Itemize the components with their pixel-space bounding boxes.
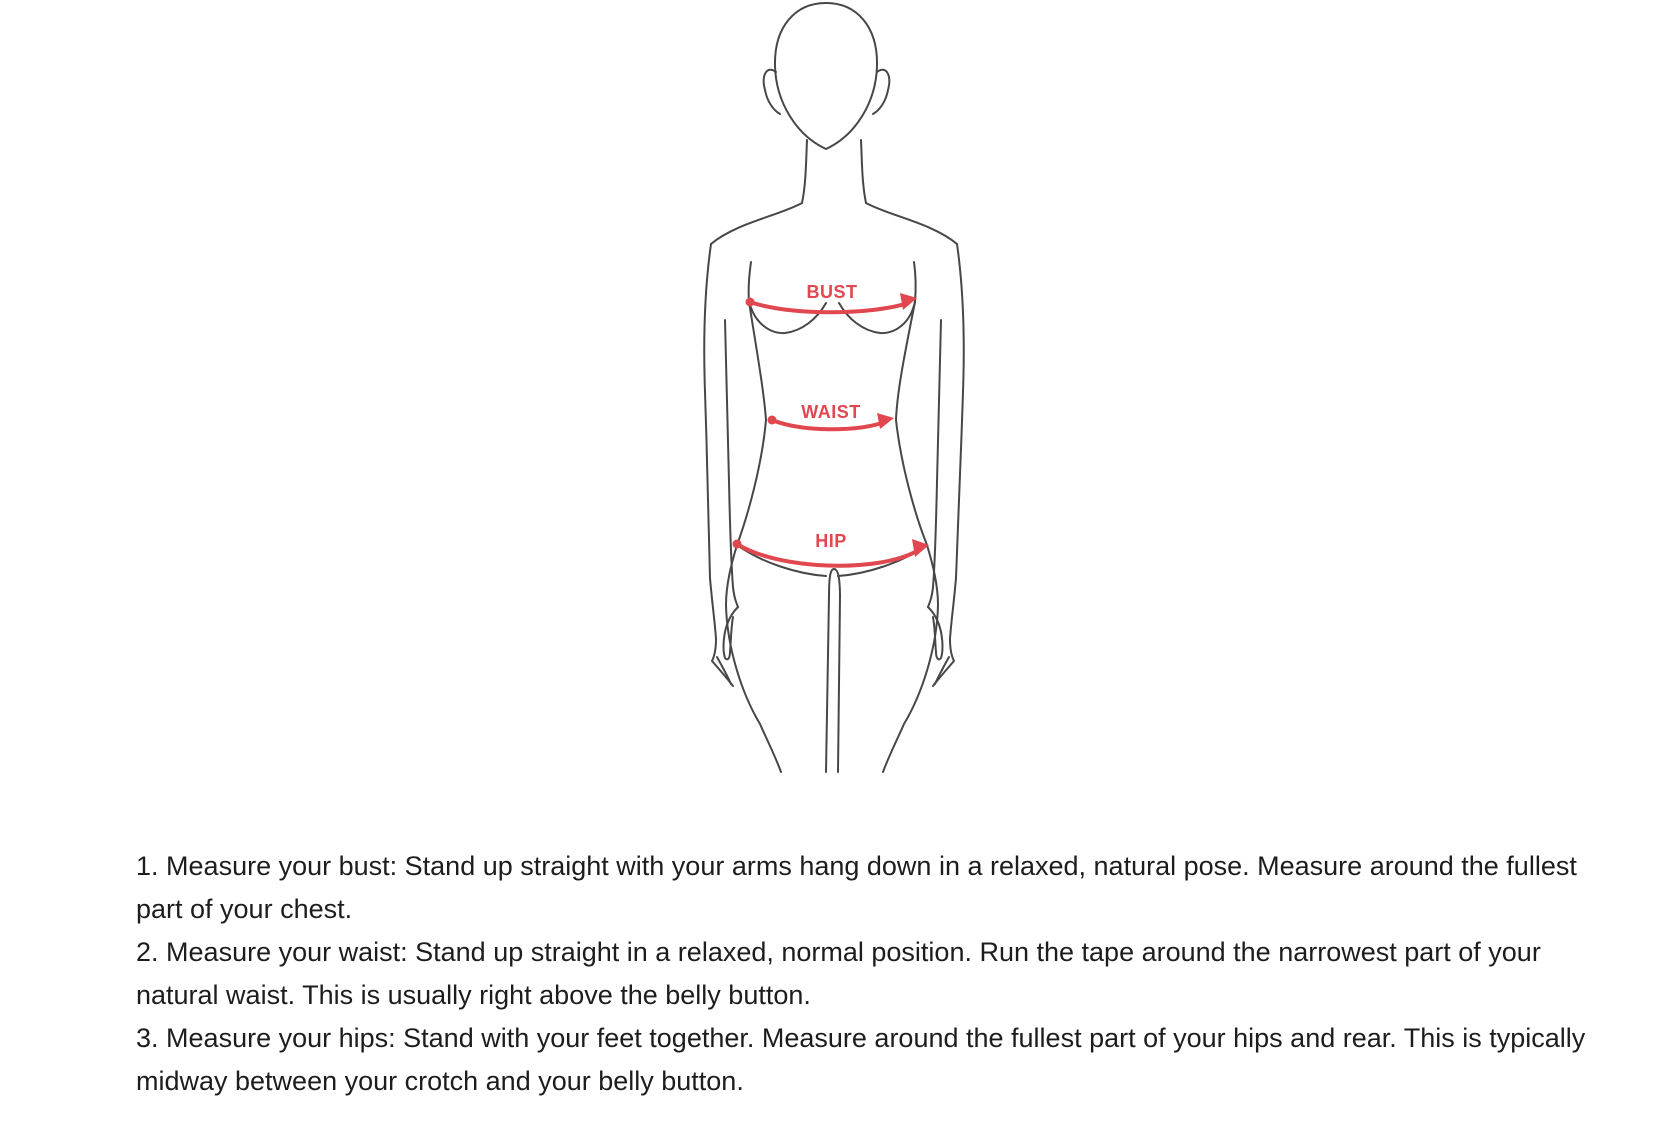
instruction-item-2 (136, 931, 1606, 1017)
body-figure-illustration (610, 0, 1050, 780)
right-arm-inner-line (928, 320, 941, 607)
bust-arrow-line (750, 302, 908, 312)
neck-left-line (802, 140, 807, 203)
instruction-item-1 (136, 845, 1606, 931)
bust-label: BUST (806, 282, 858, 302)
figure-outline (704, 3, 964, 772)
left-ear-outline (764, 70, 780, 114)
left-chest-side-line (749, 262, 751, 302)
instruction-2-number: 2. (136, 937, 159, 967)
neck-right-line (861, 140, 866, 203)
measurement-diagram (610, 0, 1050, 780)
instruction-2-text: Measure your waist: Stand up straight in a relaxed, normal position. Run the tape around the narrowest part of your natural waist. This is usually right above the belly button. (136, 937, 1541, 1010)
head-outline (775, 3, 877, 149)
left-hand-outline (710, 578, 733, 686)
left-torso-side-line (737, 302, 766, 545)
waist-arrowhead-icon (877, 413, 894, 429)
hip-label: HIP (815, 531, 847, 551)
instruction-3-text: Measure your hips: Stand with your feet together. Measure around the fullest part of your hips and rear. This is typically midway between your crotch and your belly button. (136, 1023, 1586, 1096)
left-arm-outer-line (704, 244, 711, 578)
right-leg-outer-line (883, 545, 938, 772)
left-inner-thigh-line (826, 596, 829, 772)
waist-label: WAIST (801, 402, 861, 422)
left-shoulder-line (711, 203, 802, 244)
instruction-3-number: 3. (136, 1023, 159, 1053)
instruction-1-number: 1. (136, 851, 159, 881)
right-torso-side-line (896, 302, 927, 545)
right-chest-side-line (914, 262, 916, 302)
right-arm-outer-line (956, 244, 964, 578)
right-shoulder-line (866, 203, 957, 244)
measurement-instructions (136, 845, 1606, 1103)
instruction-item-3 (136, 1017, 1606, 1103)
right-inner-thigh-line (838, 596, 840, 772)
bust-measurement (746, 282, 918, 312)
waist-measurement (768, 402, 895, 429)
left-leg-outer-line (726, 545, 781, 772)
crotch-arch (829, 569, 840, 598)
instruction-1-text: Measure your bust: Stand up straight with your arms hang down in a relaxed, natural pose. Measure around the fullest part of your chest. (136, 851, 1577, 924)
